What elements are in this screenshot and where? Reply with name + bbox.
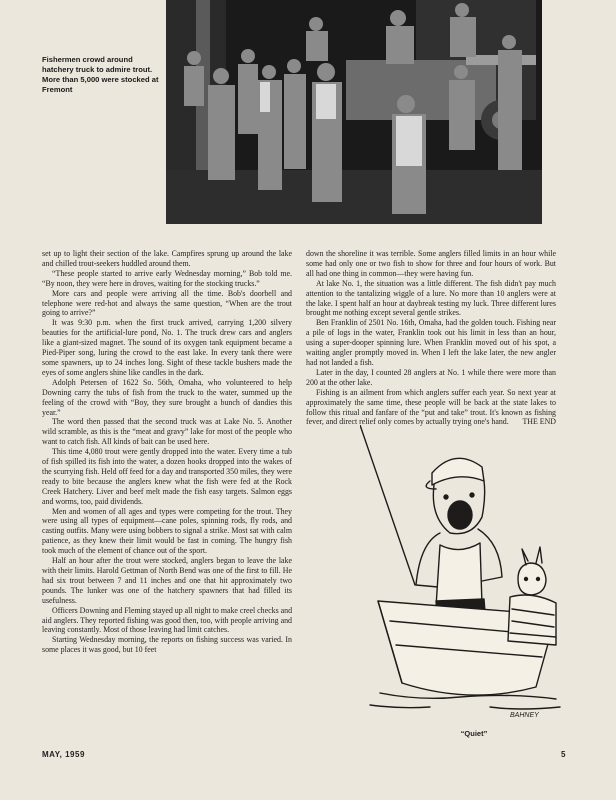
article-last-paragraph [306,388,556,428]
cartoon-caption: “Quiet” [460,729,488,738]
issue-date: MAY, 1959 [42,750,85,759]
article-paragraph: Half an hour after the trout were stocked, anglers began to leave the lake with their limits. Harold Gettman of North Bend was one of the first to fill. He had six trout between 7 and 11 inches and one that hit approximately two pounds. The lunker was one of the hatchery spawners that had filled its usefulness. [42,556,292,605]
article-paragraph: More cars and people were arriving all the time. Bob's doorbell and telephone were red-hot and always the same question, “When are the trout going to arrive?” [42,288,292,318]
fishermen-photo-illustration [166,0,542,224]
article-paragraph: Starting Wednesday morning, the reports on fishing success was varied. In some places it was good, but 10 feet [42,635,292,655]
page-number: 5 [561,750,566,759]
article-paragraph: The word then passed that the second truck was at Lake No. 5. Another wild scramble, as this is the “meat and gravy” lake for most of the people who want to catch fish. All kinds of bait can be used here. [42,417,292,447]
photo-caption: Fishermen crowd around hatchery truck to admire trout. More than 5,000 were stocked at Fremont [42,55,159,94]
cartoon-illustration [360,425,572,725]
article-paragraph: down the shoreline it was terrible. Some anglers filled limits in an hour while some had only one or two fish to show for three and four hours of work. But all had one thing in common—they were having fun. [306,249,556,278]
fishermen-photo [166,0,542,224]
article-last-paragraph-text: Fishing is an ailment from which anglers suffer each year. So next year at approximately the same time, these people will be back at the state lakes to follow this ritual and fanfare of the “put and take” trout. It's known as fishing fever, and direct relief only comes by actually trying one's hand. [306,387,556,427]
article-paragraph: “These people started to arrive early Wednesday morning,” Bob told me. “By noon, they were here in droves, waiting for the stocking trucks.” [42,268,292,288]
article-paragraph: Officers Downing and Fleming stayed up all night to make creel checks and aid anglers. They reported fishing was good then, too, with people arriving and leaving constantly. Most of those leaving had limit catches. [42,605,293,635]
cartoon-signature: BAHNEY [510,712,539,719]
article-paragraph: This time 4,080 trout were gently dropped into the water. Every time a tub of fish spilled its fish into the water, a dozen hooks dropped into the wakes of the scurrying fish. Held off feed for a day and transported 350 miles, they were ready to bite because the anglers knew what the fish were fed at the Rock Creek Hatchery. Liver and beef melt made the fish easy targets. Salmon eggs and worms, too, paid dividends. [42,447,292,506]
article-paragraph: Adolph Petersen of 1622 So. 56th, Omaha, who volunteered to help Downing carry the tubs of fish from the truck to the water, summed up the feeling of the crowd with “Boy, they sure brought a bunch of dandies this year.” [42,377,292,417]
article-paragraph: Ben Franklin of 2501 No. 16th, Omaha, had the golden touch. Fishing near a pile of logs in the water, Franklin took out his limit in less than an hour, using a super-dooper spinning lure. When Franklin moved out of his spot, a waiting angler promptly moved in. When I left the lake later, the new angler had not landed a fish. [306,318,556,367]
the-end-marker: THE END [522,417,556,427]
article-paragraph: At lake No. 1, the situation was a little different. The fish didn't pay much attention to the tantalizing wiggle of a lure. No more than 10 anglers were at the lake. I spent half an hour at daybreak testing my luck. Three different lures brought me nothing except several gentle strikes. [306,278,556,318]
article-paragraph: It was 9:30 p.m. when the first truck arrived, carrying 1,200 silvery beauties for the artificial-lure pond, No. 1. The truck drew cars and anglers like a giant-sized magnet. The sound of its oxygen tank equipment became a Pied-Piper song, luring the crowd to the east lake. In every tank there were some spawners, up to 24 inches long. Sight of these tackle bushers made the eyes of some anglers shine like candles in the dark. [42,318,292,377]
article-paragraph: Later in the day, I counted 28 anglers at No. 1 while there were more than 200 at the other lake. [306,367,556,387]
article-column-right [306,249,556,427]
cartoon-drawing [360,425,572,725]
article-column-left [42,249,292,655]
article-paragraph: set up to light their section of the lake. Campfires sprung up around the lake and chilled trout-seekers huddled around them. [42,249,292,268]
article-paragraph: Men and women of all ages and types were competing for the trout. They were using all types of equipment—cane poles, spinning rods, fly rods, and casting outfits. Many were using bobbers to signal a strike. Most sat with calm patience, as they knew their limit would be fast in coming. The hungry fish took much of the element of chance out of the sport. [42,506,292,556]
